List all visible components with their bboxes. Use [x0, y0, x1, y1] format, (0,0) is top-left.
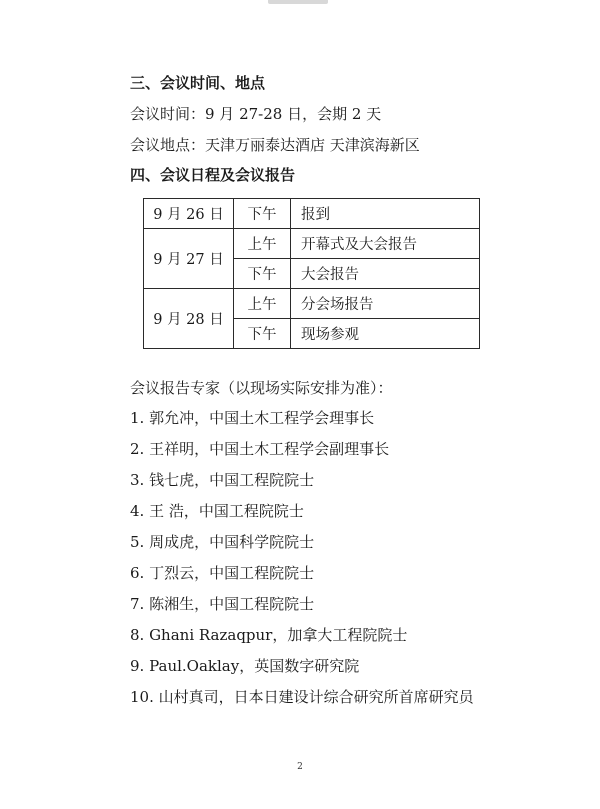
list-item: 8. Ghani Razaqpur，加拿大工程院院士 [130, 626, 408, 644]
table-row [144, 199, 480, 229]
date-cell: 9 月 26 日 [144, 199, 234, 229]
table-row [144, 229, 480, 259]
period-cell: 下午 [234, 199, 291, 229]
content-cell: 现场参观 [291, 319, 480, 349]
page-number: 2 [297, 762, 303, 772]
section3-heading: 三、会议时间、地点 [130, 74, 266, 92]
list-item: 9. Paul.Oaklay，英国数字研究院 [130, 657, 360, 675]
content-cell: 报到 [291, 199, 480, 229]
period-cell: 下午 [234, 259, 291, 289]
content-cell: 分会场报告 [291, 289, 480, 319]
table-row [144, 289, 480, 319]
list-item: 2. 王祥明，中国土木工程学会副理事长 [130, 440, 390, 458]
list-item: 1. 郭允冲，中国土木工程学会理事长 [130, 409, 375, 427]
content-cell: 开幕式及大会报告 [291, 229, 480, 259]
list-item: 5. 周成虎，中国科学院院士 [130, 533, 315, 551]
list-item: 6. 丁烈云，中国工程院院士 [130, 564, 315, 582]
meeting-place: 会议地点：天津万丽泰达酒店 天津滨海新区 [130, 136, 420, 154]
date-cell: 9 月 27 日 [144, 229, 234, 289]
list-item: 10. 山村真司，日本日建设计综合研究所首席研究员 [130, 688, 474, 706]
top-binding-mark [268, 0, 328, 4]
period-cell: 下午 [234, 319, 291, 349]
period-cell: 上午 [234, 229, 291, 259]
schedule-table [143, 198, 480, 349]
list-item: 4. 王 浩，中国工程院院士 [130, 502, 304, 520]
date-cell: 9 月 28 日 [144, 289, 234, 349]
meeting-time: 会议时间：9 月 27-28 日，会期 2 天 [130, 105, 382, 123]
experts-title: 会议报告专家（以现场实际安排为准）： [130, 379, 393, 397]
section4-heading: 四、会议日程及会议报告 [130, 166, 296, 184]
content-cell: 大会报告 [291, 259, 480, 289]
list-item: 7. 陈湘生，中国工程院院士 [130, 595, 315, 613]
list-item: 3. 钱七虎，中国工程院院士 [130, 471, 315, 489]
period-cell: 上午 [234, 289, 291, 319]
